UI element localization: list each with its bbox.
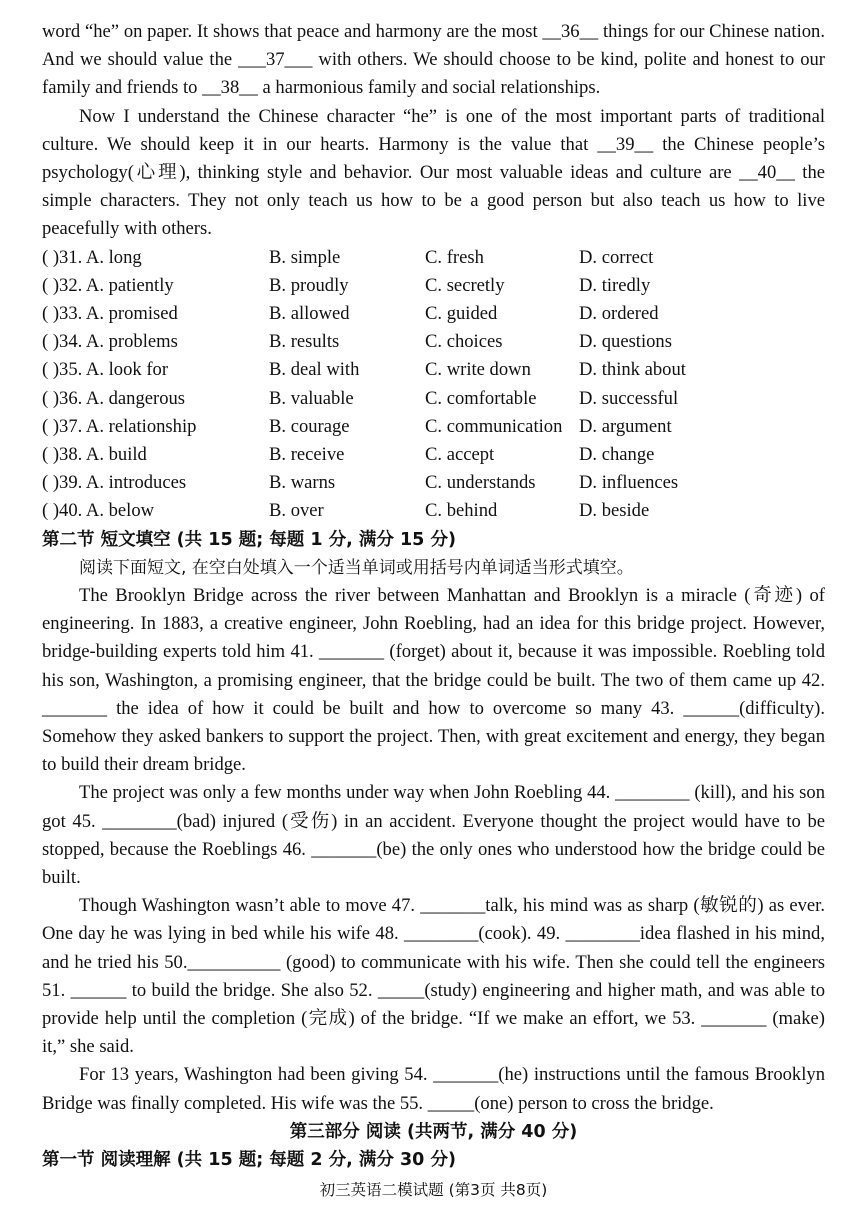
- option-b: B. receive: [269, 443, 345, 465]
- options-list: [42, 244, 825, 526]
- option-c: C. choices: [425, 331, 503, 353]
- passage-paragraph: For 13 years, Washington had been giving 54. _______(he) instructions until the famous Brooklyn Bridge was finally completed. His wife was the 55. _____(one) person to cross the bridge.: [42, 1064, 825, 1114]
- question-option-a: ( )40. A. below: [42, 500, 155, 522]
- passage-paragraph: word “he” on paper. It shows that peace and harmony are the most __36__ things for our Chinese nation. And we should value the ___37___ with others. We should choose to be kind, polite and honest to our family and friends to __38__ a harmonious family and social relationships.: [42, 21, 825, 99]
- option-b: B. simple: [269, 246, 341, 268]
- option-c: C. understands: [425, 472, 536, 494]
- passage-paragraph: The Brooklyn Bridge across the river between Manhattan and Brooklyn is a miracle (奇迹) of engineering. In 1883, a creative engineer, John Roebling, had an idea for this bridge project. However, bridge-building experts told him 41. _______ (forget) about it, because it was impossible. Roebling told his son, Washington, a promising engineer, that the bridge could be built. The two of them came up 42. _______ the idea of how it could be built and how to overcome so many 43. ______(difficulty). Somehow they asked bankers to support the project. Then, with great excitement and energy, they began to build their dream bridge.: [42, 584, 825, 776]
- option-row: [42, 328, 825, 356]
- question-option-a: ( )39. A. introduces: [42, 472, 187, 494]
- passage-paragraph: The project was only a few months under way when John Roebling 44. ________ (kill), and his son got 45. ________(bad) injured (受伤) in an accident. Everyone thought the project would have to be stopped, because the Roeblings 46. _______(be) the only ones who understood how the bridge could be built.: [42, 782, 825, 888]
- option-c: C. accept: [425, 443, 495, 465]
- option-row: [42, 272, 825, 300]
- question-option-a: ( )35. A. look for: [42, 359, 169, 381]
- option-row: [42, 385, 825, 413]
- section-instruction: 阅读下面短文, 在空白处填入一个适当单词或用括号内单词适当形式填空。: [79, 557, 634, 578]
- option-c: C. behind: [425, 500, 498, 522]
- question-option-a: ( )32. A. patiently: [42, 274, 174, 296]
- question-option-a: ( )34. A. problems: [42, 331, 178, 353]
- option-row: [42, 413, 825, 441]
- option-row: [42, 300, 825, 328]
- option-b: B. results: [269, 331, 340, 353]
- option-b: B. over: [269, 500, 324, 522]
- question-option-a: ( )31. A. long: [42, 246, 142, 268]
- passage-paragraph: Though Washington wasn’t able to move 47. _______talk, his mind was as sharp (敏锐的) as ever. One day he was lying in bed while his wife 48. ________(cook). 49. ________idea flashed in his mind, and he tried his 50.__________ (good) to communicate with his wife. Then she could tell the engineers 51. ______ to build the bridge. She also 52. _____(study) engineering and higher math, and was able to provide help until the completion (完成) of the bridge. “If we make an effort, we 53. _______ (make) it,” she said.: [42, 895, 825, 1058]
- question-option-a: ( )38. A. build: [42, 443, 147, 465]
- part-heading: 第三部分 阅读 (共两节, 满分 40 分): [289, 1121, 578, 1142]
- option-d: D. argument: [579, 415, 672, 437]
- option-d: D. correct: [579, 246, 654, 268]
- option-row: [42, 497, 825, 525]
- option-b: B. courage: [269, 415, 350, 437]
- page-footer: 初三英语二模试题 (第3页 共8页): [319, 1181, 548, 1199]
- option-c: C. comfortable: [425, 387, 537, 409]
- option-d: D. beside: [579, 500, 650, 522]
- option-d: D. questions: [579, 331, 672, 353]
- option-row: [42, 441, 825, 469]
- option-d: D. tiredly: [579, 274, 651, 296]
- option-b: B. allowed: [269, 303, 350, 324]
- option-d: D. ordered: [579, 303, 659, 324]
- option-d: D. successful: [579, 387, 679, 409]
- option-c: C. communication: [425, 415, 563, 437]
- option-b: B. warns: [269, 472, 336, 494]
- option-d: D. influences: [579, 472, 679, 494]
- option-c: C. fresh: [425, 246, 484, 268]
- passage-paragraph: Now I understand the Chinese character “he” is one of the most important parts of traditional culture. We should keep it in our hearts. Harmony is the value that __39__ the Chinese people’s psychology(心理), thinking style and behavior. Our most valuable ideas and culture are __40__ the simple characters. They not only teach us how to be a good person but also teach us how to live peacefully with others.: [42, 105, 825, 240]
- question-option-a: ( )37. A. relationship: [42, 415, 197, 437]
- option-c: C. guided: [425, 303, 498, 324]
- section-heading: 第一节 阅读理解 (共 15 题; 每题 2 分, 满分 30 分): [42, 1149, 456, 1170]
- question-option-a: ( )36. A. dangerous: [42, 387, 186, 409]
- option-row: [42, 356, 825, 384]
- option-row: [42, 469, 825, 497]
- option-row: [42, 244, 825, 272]
- option-c: C. write down: [425, 359, 531, 381]
- option-b: B. valuable: [269, 387, 354, 409]
- option-b: B. deal with: [269, 359, 360, 381]
- option-d: D. think about: [579, 359, 686, 381]
- question-option-a: ( )33. A. promised: [42, 303, 178, 324]
- option-b: B. proudly: [269, 274, 349, 296]
- option-d: D. change: [579, 443, 655, 465]
- option-c: C. secretly: [425, 274, 505, 296]
- section-heading: 第二节 短文填空 (共 15 题; 每题 1 分, 满分 15 分): [42, 529, 456, 550]
